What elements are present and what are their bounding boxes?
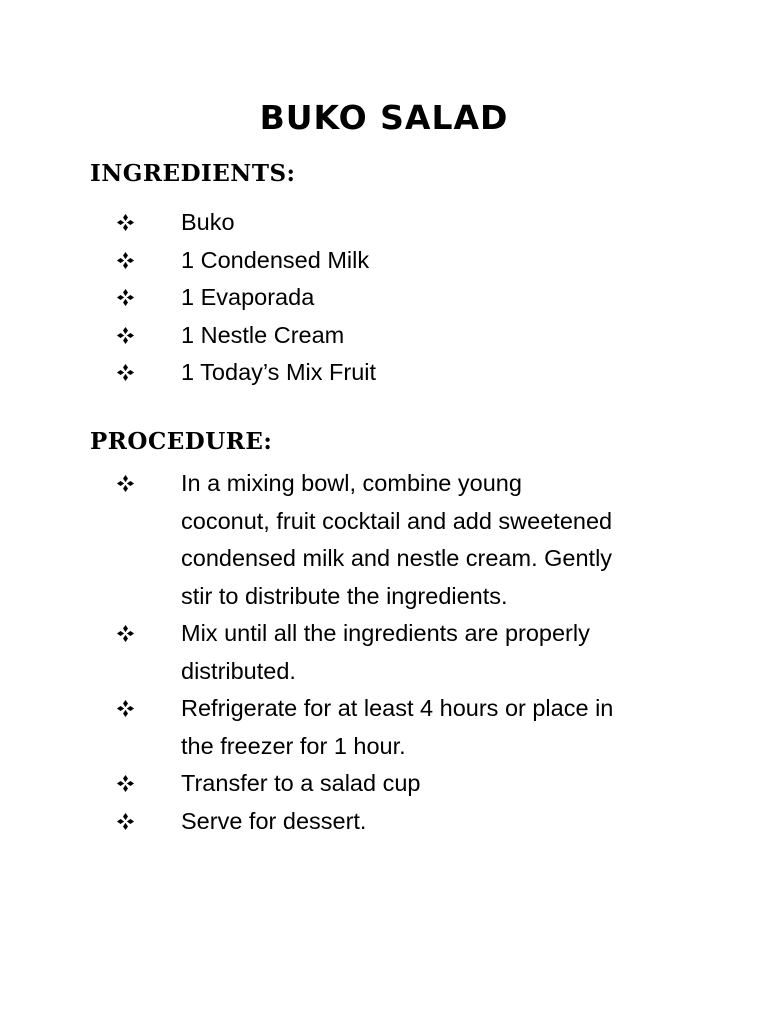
four-diamond-bullet-icon xyxy=(114,279,136,317)
procedure-heading: PROCEDURE: xyxy=(90,428,273,455)
four-diamond-bullet-icon xyxy=(114,803,136,841)
four-diamond-bullet-icon xyxy=(114,317,136,355)
procedure-step xyxy=(0,690,768,765)
ingredient-text: 1 Condensed Milk xyxy=(181,246,370,273)
procedure-step xyxy=(0,615,768,690)
ingredient-item xyxy=(0,354,768,392)
ingredient-item xyxy=(0,317,768,355)
four-diamond-bullet-icon xyxy=(114,204,136,242)
procedure-step-text: Mix until all the ingredients are properly distributed. xyxy=(181,620,590,684)
procedure-step-text: Refrigerate for at least 4 hours or place in the freezer for 1 hour. xyxy=(181,695,614,759)
ingredient-text: 1 Nestle Cream xyxy=(181,321,345,348)
procedure-step xyxy=(0,465,768,615)
ingredients-list xyxy=(0,204,768,392)
ingredient-item xyxy=(0,204,768,242)
procedure-step xyxy=(0,803,768,841)
four-diamond-bullet-icon xyxy=(114,615,136,653)
ingredient-text: Buko xyxy=(181,209,235,235)
ingredient-text: 1 Evaporada xyxy=(181,284,315,310)
four-diamond-bullet-icon xyxy=(114,465,136,503)
procedure-step xyxy=(0,765,768,803)
four-diamond-bullet-icon xyxy=(114,242,136,280)
ingredient-item xyxy=(0,279,768,317)
procedure-step-text: In a mixing bowl, combine young coconut, fruit cocktail and add sweetened condensed milk and nestle cream. Gently stir to distribute the ingredients. xyxy=(181,470,613,609)
procedure-list xyxy=(0,465,768,840)
four-diamond-bullet-icon xyxy=(114,690,136,728)
ingredients-heading: INGREDIENTS: xyxy=(90,160,296,187)
procedure-step-text: Transfer to a salad cup xyxy=(181,770,421,796)
four-diamond-bullet-icon xyxy=(114,354,136,392)
ingredient-item xyxy=(0,242,768,280)
procedure-step-text: Serve for dessert. xyxy=(181,807,367,834)
four-diamond-bullet-icon xyxy=(114,765,136,803)
ingredient-text: 1 Today’s Mix Fruit xyxy=(181,359,377,385)
page-title: BUKO SALAD xyxy=(259,98,509,137)
